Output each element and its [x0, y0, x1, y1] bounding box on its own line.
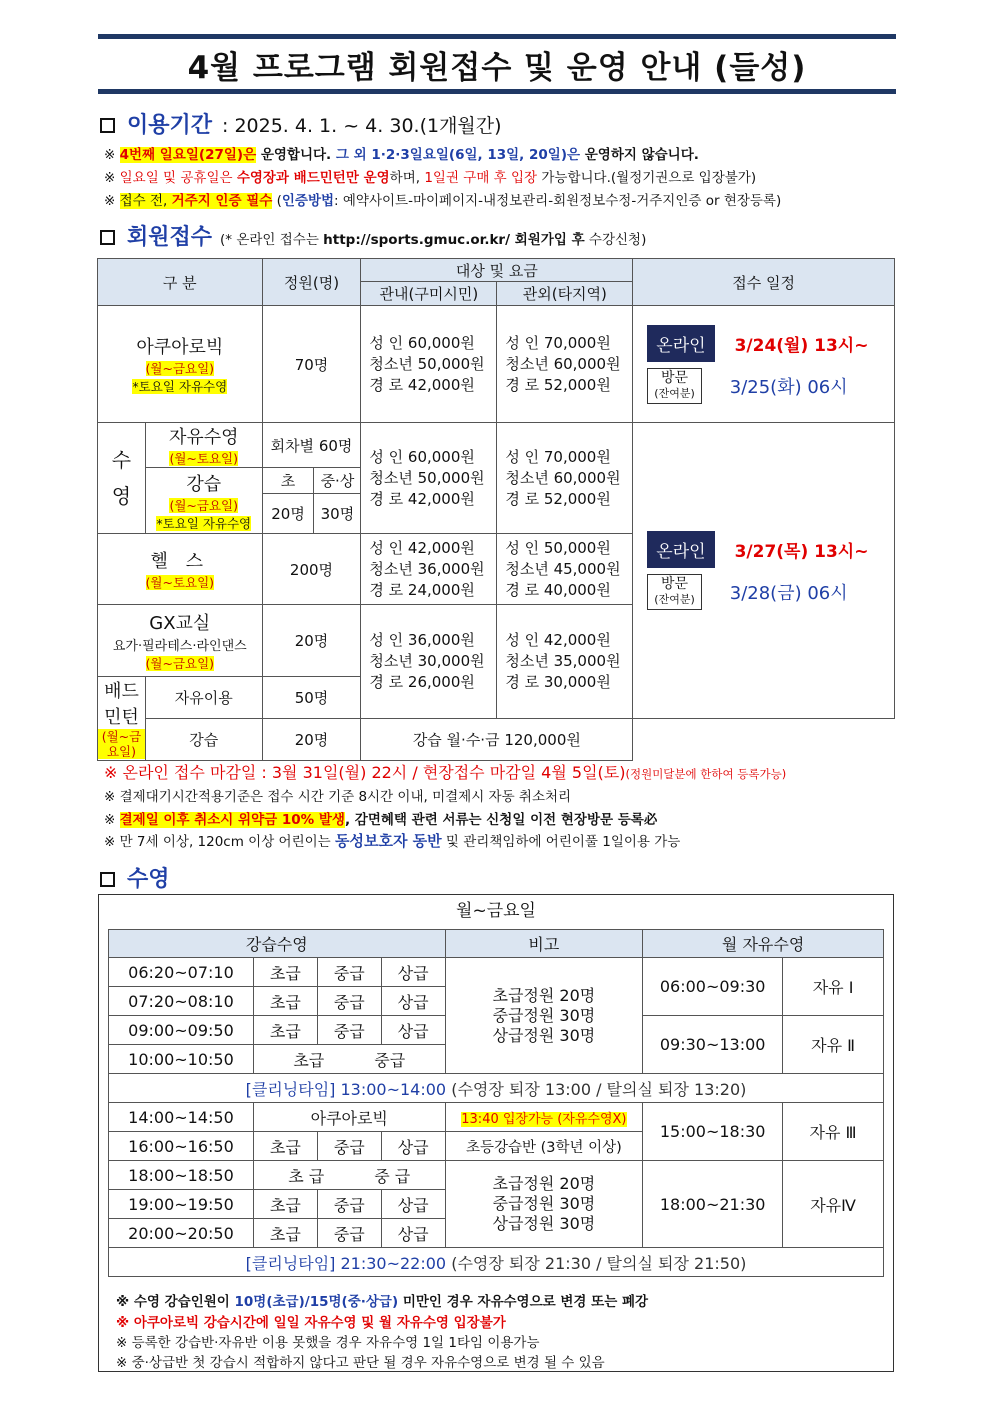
swim-label: 수 영	[98, 423, 146, 534]
level-cell: 상급	[381, 1219, 445, 1248]
health-fee-local: 성 인 42,000원 청소년 36,000원 경 로 24,000원	[361, 534, 497, 605]
online-date: 3/24(월) 13시~	[734, 335, 869, 356]
registration-label: 회원접수	[127, 225, 213, 250]
swim-note-1: ※ 수영 강습인원이 10명(초급)/15명(중·상급) 미만인 경우 자유수영으로 변경 또는 폐강	[116, 1294, 649, 1310]
kids-class: 초등강습반 (3학년 이상)	[445, 1132, 643, 1161]
online-badge: 온라인	[647, 531, 714, 568]
level-cell: 중급	[317, 958, 381, 987]
aqua-name-cell: 아쿠아로빅 (월~금요일) *토요일 자유수영	[98, 306, 263, 423]
level-cell: 초급	[253, 1016, 317, 1045]
header-category: 구 분	[98, 259, 263, 306]
free4-time: 18:00~21:30	[643, 1161, 783, 1248]
swim-section	[100, 862, 170, 893]
cleaning-time-2: [클리닝타임] 21:30~22:00 (수영장 퇴장 21:30 / 탈의실 퇴장 21:50)	[109, 1248, 884, 1277]
time-cell: 19:00~19:50	[109, 1190, 254, 1219]
level-cell: 상급	[381, 958, 445, 987]
health-fee-nonlocal: 성 인 50,000원 청소년 45,000원 경 로 40,000원	[497, 534, 633, 605]
level-cell: 초급 중급	[253, 1045, 445, 1074]
h-lesson: 강습수영	[109, 930, 446, 958]
period-value: : 2025. 4. 1. ~ 4. 30.(1개월간)	[222, 115, 502, 137]
gx-capacity: 20명	[262, 605, 361, 677]
schedule-2	[633, 423, 895, 719]
badminton-free-cap: 50명	[262, 677, 361, 719]
badminton-lesson-cap: 20명	[262, 719, 361, 761]
visit-date: 3/28(금) 06시	[729, 583, 848, 604]
online-date: 3/27(목) 13시~	[734, 542, 869, 562]
registration-url[interactable]: http://sports.gmuc.or.kr/ 회원가입 후	[323, 232, 585, 248]
time-cell: 20:00~20:50	[109, 1219, 254, 1248]
swim-fee-nonlocal: 성 인 70,000원 청소년 60,000원 경 로 52,000원	[497, 423, 633, 534]
header-local: 관내(구미시민)	[361, 282, 497, 306]
level-cell: 상급	[381, 1190, 445, 1219]
checkbox-icon	[100, 118, 115, 133]
swim-days-header: 월~금요일	[456, 901, 536, 921]
level-cell: 초급	[253, 958, 317, 987]
cleaning-time-1: [클리닝타임] 13:00~14:00 (수영장 퇴장 13:00 / 탈의실 퇴장 13:20)	[109, 1074, 884, 1103]
time-cell: 09:00~09:50	[109, 1016, 254, 1045]
header-schedule: 접수 일정	[633, 259, 895, 306]
level-cell: 초급	[253, 1219, 317, 1248]
capacity-note: 초급정원 20명 중급정원 30명 상급정원 30명	[445, 1161, 643, 1248]
online-badge: 온라인	[647, 325, 714, 362]
period-note-2: ※ 일요일 및 공휴일은 수영장과 배드민턴만 운영하며, 1일권 구매 후 입장 가능합니다.(월정기권으로 입장불가)	[104, 170, 757, 186]
header-capacity: 정원(명)	[262, 259, 361, 306]
swim-note-4: ※ 중·상급반 첫 강습시 적합하지 않다고 판단 될 경우 자유수영으로 변경 될 수 있음	[116, 1355, 605, 1371]
deadline-note: ※ 온라인 접수 마감일 : 3월 31일(월) 22시 / 현장접수 마감일 4월 5일(토)(정원미달분에 한하여 등록가능)	[104, 763, 787, 782]
time-cell: 18:00~18:50	[109, 1161, 254, 1190]
checkbox-icon	[100, 230, 115, 245]
swim-label: 수영	[127, 867, 170, 892]
period-label: 이용기간	[127, 113, 213, 138]
visit-date: 3/25(화) 06시	[729, 376, 848, 398]
registration-rest: (* 온라인 접수는 http://sports.gmuc.or.kr/ 회원가입 후 수강신청)	[220, 232, 647, 248]
level-cell: 중급	[317, 987, 381, 1016]
lesson-cap-beginner: 20명	[262, 494, 314, 534]
level-cell: 중급	[317, 1016, 381, 1045]
lesson-level-beginner: 초	[262, 468, 314, 494]
gx-name: GX교실 요가·필라테스·라인댄스 (월~금요일)	[98, 605, 263, 677]
period-section	[100, 108, 502, 139]
level-cell: 중급	[317, 1219, 381, 1248]
visit-badge: 방문 (잔여분)	[647, 368, 701, 404]
title-bar	[98, 34, 896, 94]
period-note-3: ※ 접수 전, 거주지 인증 필수 (인증방법: 예약사이트-마이페이지-내정보관리-회원정보수정-거주지인증 or 현장등록)	[104, 193, 782, 209]
swim-note-2: ※ 아쿠아로빅 강습시간에 일일 자유수영 및 월 자유수영 입장불가	[116, 1315, 506, 1331]
free2-label: 자유 Ⅱ	[783, 1016, 884, 1074]
badminton-lesson: 강습	[145, 719, 262, 761]
schedule-1	[633, 306, 895, 423]
level-cell: 상급	[381, 1132, 445, 1161]
badminton-lesson-fee: 강습 월·수·금 120,000원	[361, 719, 633, 761]
free3-time: 15:00~18:30	[643, 1103, 783, 1161]
aqua-capacity: 70명	[262, 306, 361, 423]
time-cell: 14:00~14:50	[109, 1103, 254, 1132]
aqua-fee-nonlocal: 성 인 70,000원 청소년 60,000원 경 로 52,000원	[497, 306, 633, 423]
capacity-note: 초급정원 20명 중급정원 30명 상급정원 30명	[445, 958, 643, 1074]
gx-fee-local: 성 인 36,000원 청소년 30,000원 경 로 26,000원	[361, 605, 497, 719]
aqua-cell: 아쿠아로빅	[253, 1103, 445, 1132]
free3-label: 자유 Ⅲ	[783, 1103, 884, 1161]
free-swim-name: 자유수영 (월~토요일)	[145, 423, 262, 468]
lesson-cap-mid: 30명	[314, 494, 361, 534]
free2-time: 09:30~13:00	[643, 1016, 783, 1074]
time-cell: 07:20~08:10	[109, 987, 254, 1016]
reg-note-3: ※ 결제일 이후 취소시 위약금 10% 발생, 감면혜택 관련 서류는 신청일 이전 현장방문 등록必	[104, 812, 658, 828]
health-name: 헬 스 (월~토요일)	[98, 534, 263, 605]
page-title: 4월 프로그램 회원접수 및 운영 안내 (들성)	[187, 49, 807, 86]
level-cell: 상급	[381, 1016, 445, 1045]
level-cell: 상급	[381, 987, 445, 1016]
free1-label: 자유 Ⅰ	[783, 958, 884, 1016]
badminton-free: 자유이용	[145, 677, 262, 719]
level-cell: 초 급 중 급	[253, 1161, 445, 1190]
level-cell: 중급	[317, 1132, 381, 1161]
badminton-name: 배드민턴 (월~금요일)	[98, 677, 146, 761]
visit-badge: 방문 (잔여분)	[647, 574, 701, 610]
h-free: 월 자유수영	[643, 930, 884, 958]
swim-fee-local: 성 인 60,000원 청소년 50,000원 경 로 42,000원	[361, 423, 497, 534]
header-target: 대상 및 요금	[361, 259, 633, 282]
time-cell: 06:20~07:10	[109, 958, 254, 987]
time-cell: 16:00~16:50	[109, 1132, 254, 1161]
gx-fee-nonlocal: 성 인 42,000원 청소년 35,000원 경 로 30,000원	[497, 605, 633, 719]
h-note: 비고	[445, 930, 643, 958]
level-cell: 초급	[253, 1190, 317, 1219]
free1-time: 06:00~09:30	[643, 958, 783, 1016]
time-cell: 10:00~10:50	[109, 1045, 254, 1074]
period-note-1: ※ 4번째 일요일(27일)은 운영합니다. 그 외 1·2·3일요일(6일, 13일, 20일)은 운영하지 않습니다.	[104, 147, 699, 163]
registration-section	[100, 220, 646, 251]
registration-table	[97, 258, 895, 761]
level-cell: 중급	[317, 1190, 381, 1219]
free-swim-capacity: 회차별 60명	[262, 423, 361, 468]
lesson-level-mid: 중·상	[314, 468, 361, 494]
swim-note-3: ※ 등록한 강습반·자유반 이용 못했을 경우 자유수영 1일 1타임 이용가능	[116, 1335, 540, 1351]
reg-note-4: ※ 만 7세 이상, 120cm 이상 어린이는 동성보호자 동반 및 관리책임하에 어린이풀 1일이용 가능	[104, 832, 681, 850]
reg-note-2: ※ 결제대기시간적용기준은 접수 시간 기준 8시간 이내, 미결제시 자동 취소처리	[104, 789, 572, 805]
lesson-name: 강습 (월~금요일) *토요일 자유수영	[145, 468, 262, 534]
free4-label: 자유Ⅳ	[783, 1161, 884, 1248]
aqua-note: 13:40 입장가능 (자유수영Ⅹ)	[445, 1103, 643, 1132]
checkbox-icon	[100, 872, 115, 887]
swim-table	[108, 929, 884, 1277]
level-cell: 초급	[253, 987, 317, 1016]
aqua-fee-local: 성 인 60,000원 청소년 50,000원 경 로 42,000원	[361, 306, 497, 423]
health-capacity: 200명	[262, 534, 361, 605]
header-nonlocal: 관외(타지역)	[497, 282, 633, 306]
level-cell: 초급	[253, 1132, 317, 1161]
